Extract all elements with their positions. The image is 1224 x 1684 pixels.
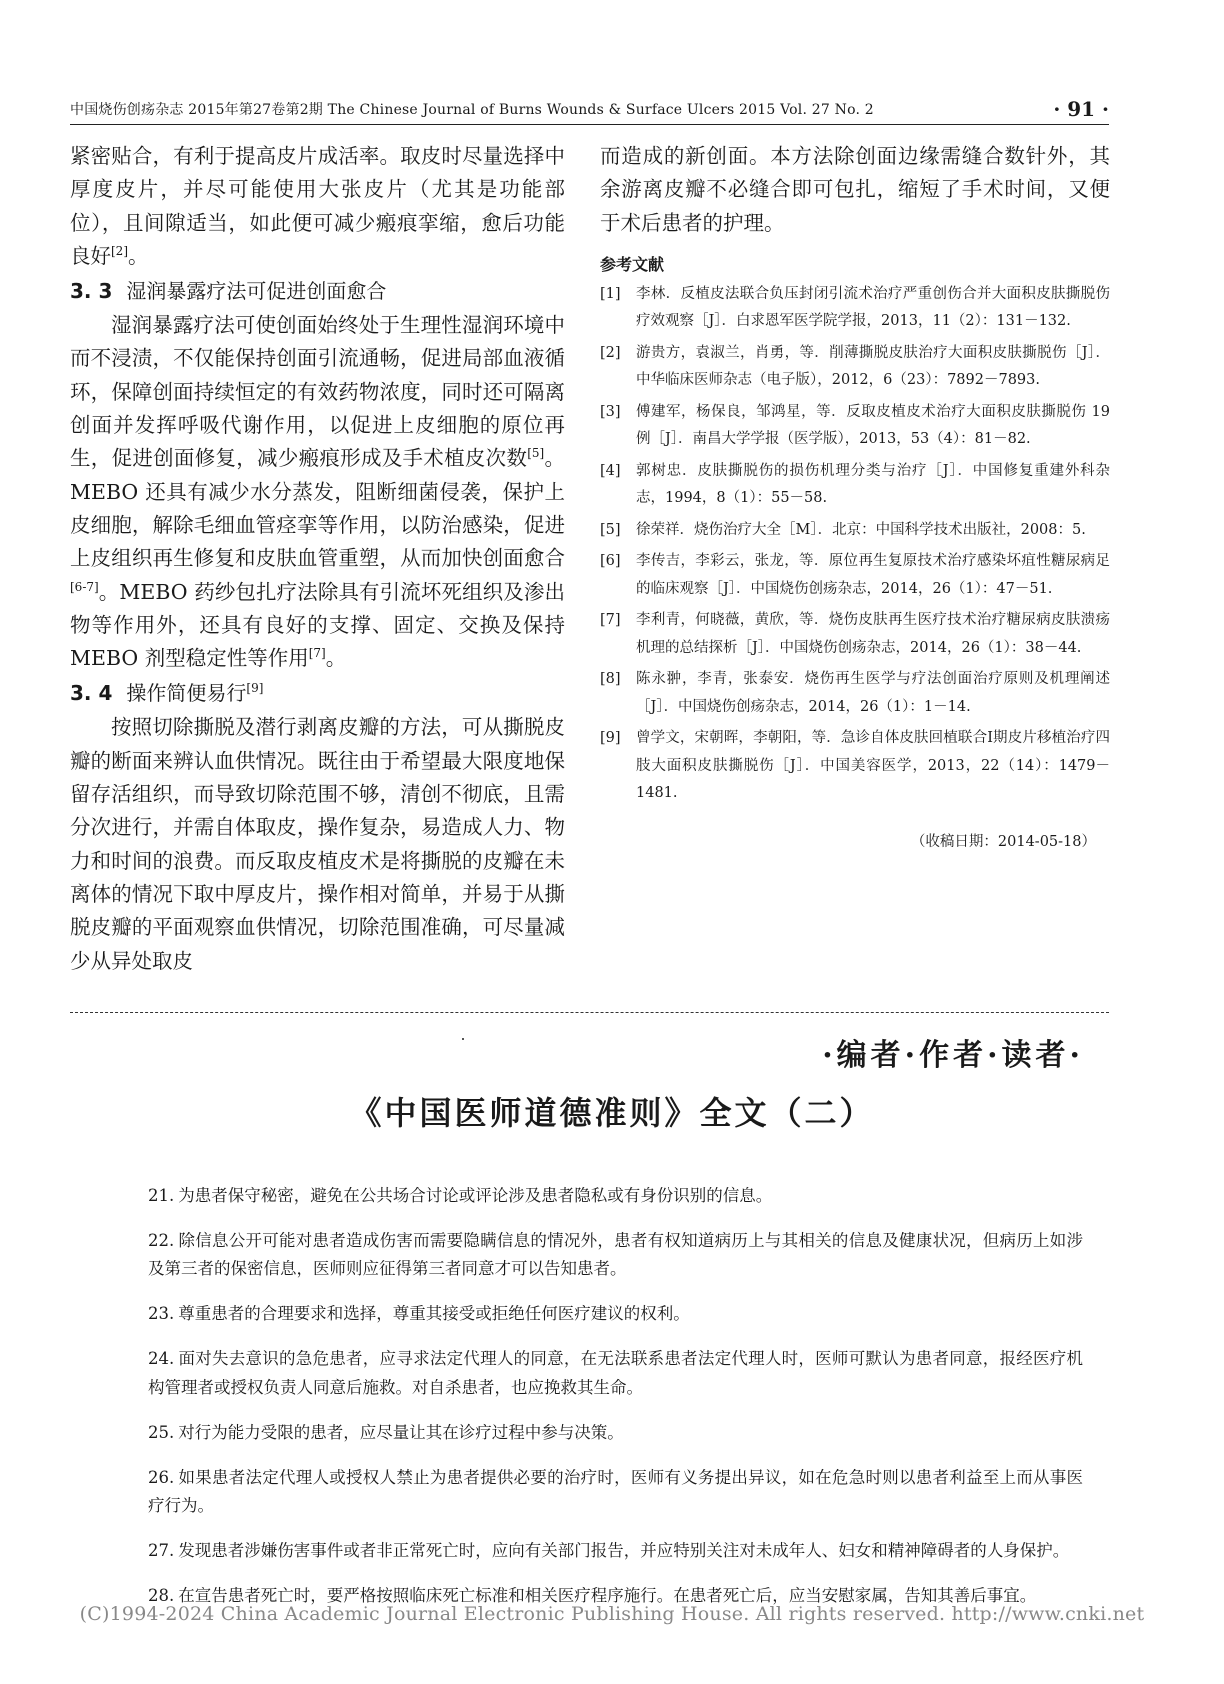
reference-number: [9] — [600, 730, 621, 747]
reference-number: [3] — [600, 403, 621, 420]
item-text: 尊重患者的合理要求和选择，尊重其接受或拒绝任何医疗建议的权利。 — [178, 1304, 690, 1323]
citation[interactable]: [6-7] — [70, 579, 99, 594]
reference-text: 李林．反植皮法联合负压封闭引流术治疗严重创伤合并大面积皮肤撕脱伤疗效观察［J］．白求恩军医学院学报，2013，11（2）：131－132. — [636, 285, 1110, 330]
reference-number: [2] — [600, 344, 621, 361]
reference-item — [600, 340, 1110, 395]
list-item — [148, 1419, 1083, 1448]
references-list — [600, 281, 1110, 808]
item-number: 21. — [148, 1185, 175, 1205]
stray-dot — [462, 1038, 464, 1040]
item-text: 发现患者涉嫌伤害事件或者非正常死亡时，应向有关部门报告，并应特别关注对未成年人、妇女和精神障碍者的人身保护。 — [178, 1541, 1070, 1560]
references-heading: 参考文献 — [600, 254, 665, 274]
copyright-footer: (C)1994-2024 China Academic Journal Electronic Publishing House. All rights reserved. http://www.cnki.net — [79, 1603, 1145, 1625]
list-item — [148, 1537, 1083, 1566]
item-number: 25. — [148, 1422, 175, 1442]
list-item — [148, 1227, 1083, 1284]
right-column — [600, 140, 1110, 851]
reference-item — [600, 517, 1110, 545]
reference-item — [600, 607, 1110, 662]
section-heading: 3. 4 操作简便易行[9] — [70, 681, 264, 706]
item-number: 24. — [148, 1349, 175, 1368]
paragraph: 而造成的新创面。本方法除创面边缘需缝合数针外，其余游离皮瓣不必缝合即可包扎，缩短了手术时间，又便于术后患者的护理。 — [600, 144, 1110, 235]
reference-text: 郭树忠．皮肤撕脱伤的损伤机理分类与治疗［J］．中国修复重建外科杂志，1994，8（1）：55－58. — [636, 462, 1110, 507]
list-item — [148, 1345, 1083, 1402]
reference-text: 李利青，何晓薇，黄欣，等．烧伤皮肤再生医疗技术治疗糖尿病皮肤溃疡机理的总结探析［J］．中国烧伤创疡杂志，2014，26（1）：38－44. — [636, 612, 1110, 656]
section-tag: ·编者·作者·读者· — [822, 1038, 1084, 1073]
reference-text: 徐荣祥．烧伤治疗大全［M］．北京：中国科学技术出版社，2008：5. — [636, 521, 1086, 538]
left-column — [70, 140, 565, 978]
reference-number: [7] — [600, 612, 621, 629]
item-number: 22. — [148, 1230, 175, 1250]
reference-number: [8] — [600, 671, 621, 688]
reference-text: 曾学文，宋朝晖，李朝阳，等．急诊自体皮肤回植联合Ⅰ期皮片移植治疗四肢大面积皮肤撕脱伤［J］．中国美容医学，2013，22（14）：1479－1481. — [636, 730, 1110, 802]
item-text: 面对失去意识的急危患者，应寻求法定代理人的同意，在无法联系患者法定代理人时，医师可默认为患者同意，报经医疗机构管理者或授权负责人同意后施救。对自杀患者，也应挽救其生命。 — [148, 1349, 1083, 1397]
article-title: 《中国医师道德准则》全文（二） — [349, 1094, 875, 1132]
citation[interactable]: [5] — [527, 446, 545, 461]
reference-number: [4] — [600, 462, 621, 479]
item-text: 在宣告患者死亡时，要严格按照临床死亡标准和相关医疗程序施行。在患者死亡后，应当安慰家属，告知其善后事宜。 — [178, 1586, 1037, 1605]
paragraph: 按照切除撕脱及潜行剥离皮瓣的方法，可从撕脱皮瓣的断面来辨认血供情况。既往由于希望最大限度地保留存活组织，而导致切除范围不够，清创不彻底，且需分次进行，并需自体取皮，操作复杂，易造成人力、物力和时间的浪费。而反取皮植皮术是将撕脱的皮瓣在未离体的情况下取中厚皮片，操作相对简单，并易于从撕脱皮瓣的平面观察血供情况，切除范围准确，可尽量减少从异处取皮 — [70, 715, 565, 973]
list-item — [148, 1464, 1083, 1521]
item-text: 除信息公开可能对患者造成伤害而需要隐瞒信息的情况外，患者有权知道病历上与其相关的信息及健康状况，但病历上如涉及第三者的保密信息，医师则应征得第三者同意才可以告知患者。 — [148, 1230, 1083, 1278]
reference-text: 傅建军，杨保良，邹鸿星，等．反取皮植皮术治疗大面积皮肤撕脱伤 19 例［J］．南昌大学学报（医学版），2013，53（4）：81－82. — [636, 403, 1110, 448]
item-number: 27. — [148, 1541, 175, 1560]
item-number: 23. — [148, 1304, 175, 1323]
running-header — [70, 94, 1109, 125]
item-number: 28. — [148, 1586, 175, 1605]
citation[interactable]: [9] — [246, 681, 264, 696]
reference-item — [600, 548, 1110, 603]
citation[interactable]: [2] — [111, 243, 128, 258]
received-date: （收稿日期：2014-05-18） — [910, 833, 1096, 850]
item-text: 如果患者法定代理人或授权人禁止为患者提供必要的治疗时，医师有义务提出异议，如在危急时则以患者利益至上而从事医疗行为。 — [148, 1467, 1083, 1515]
section-divider — [70, 1012, 1109, 1013]
reference-item — [600, 666, 1110, 721]
reference-text: 游贵方，袁淑兰，肖勇，等．削薄撕脱皮肤治疗大面积皮肤撕脱伤［J］．中华临床医师杂志（电子版），2012，6（23）：7892－7893. — [636, 344, 1110, 389]
reference-text: 陈永翀，李青，张泰安．烧伤再生医学与疗法创面治疗原则及机理阐述［J］．中国烧伤创疡杂志，2014，26（1）：1－14. — [636, 671, 1110, 715]
reference-number: [1] — [600, 285, 621, 302]
section-heading: 3. 3 湿润暴露疗法可促进创面愈合 — [70, 279, 387, 304]
list-item — [148, 1182, 1083, 1211]
list-item — [148, 1300, 1083, 1329]
item-text: 对行为能力受限的患者，应尽量让其在诊疗过程中参与决策。 — [178, 1422, 624, 1442]
reference-item — [600, 399, 1110, 454]
reference-item — [600, 281, 1110, 336]
citation[interactable]: [7] — [308, 646, 326, 661]
article-items — [148, 1165, 1083, 1615]
reference-item — [600, 725, 1110, 808]
reference-number: [6] — [600, 553, 621, 570]
page-number: · 91 · — [1053, 97, 1109, 121]
reference-number: [5] — [600, 521, 621, 538]
reference-text: 李传吉，李彩云，张龙，等．原位再生复原技术治疗感染坏疽性糖尿病足的临床观察［J］．中国烧伤创疡杂志，2014，26（1）：47－51. — [636, 553, 1110, 597]
paragraph: 湿润暴露疗法可使创面始终处于生理性湿润环境中而不浸渍，不仅能保持创面引流通畅，促进局部血液循环，保障创面持续恒定的有效药物浓度，同时还可隔离创面并发挥呼吸代谢作用，以促进上皮细胞的原位再生，促进创面修复，减少瘢痕形成及手术植皮次数[5]。MEBO 还具有减少水分蒸发，阻断细菌侵袭，保护上皮细胞，解除毛细血管痉挛等作用，以防治感染，促进上皮组织再生修复和皮肤血管重塑，从而加快创面愈合[6-7]。MEBO 药纱包扎疗法除具有引流坏死组织及渗出物等作用外，还具有良好的支撑、固定、交换及保持 MEBO 剂型稳定性等作用[7]。 — [70, 313, 566, 671]
reference-item — [600, 458, 1110, 513]
paragraph: 紧密贴合，有利于提高皮片成活率。取皮时尽量选择中厚度皮片，并尽可能使用大张皮片（尤其是功能部位），且间隙适当，如此便可减少瘢痕挛缩，愈后功能良好[2]。 — [70, 144, 565, 268]
journal-citation: 中国烧伤创疡杂志 2015年第27卷第2期 The Chinese Journal of Burns Wounds & Surface Ulcers 2015 Vol. 27 No. 2 — [70, 102, 874, 118]
item-text: 为患者保守秘密，避免在公共场合讨论或评论涉及患者隐私或有身份识别的信息。 — [178, 1185, 773, 1205]
item-number: 26. — [148, 1467, 175, 1487]
